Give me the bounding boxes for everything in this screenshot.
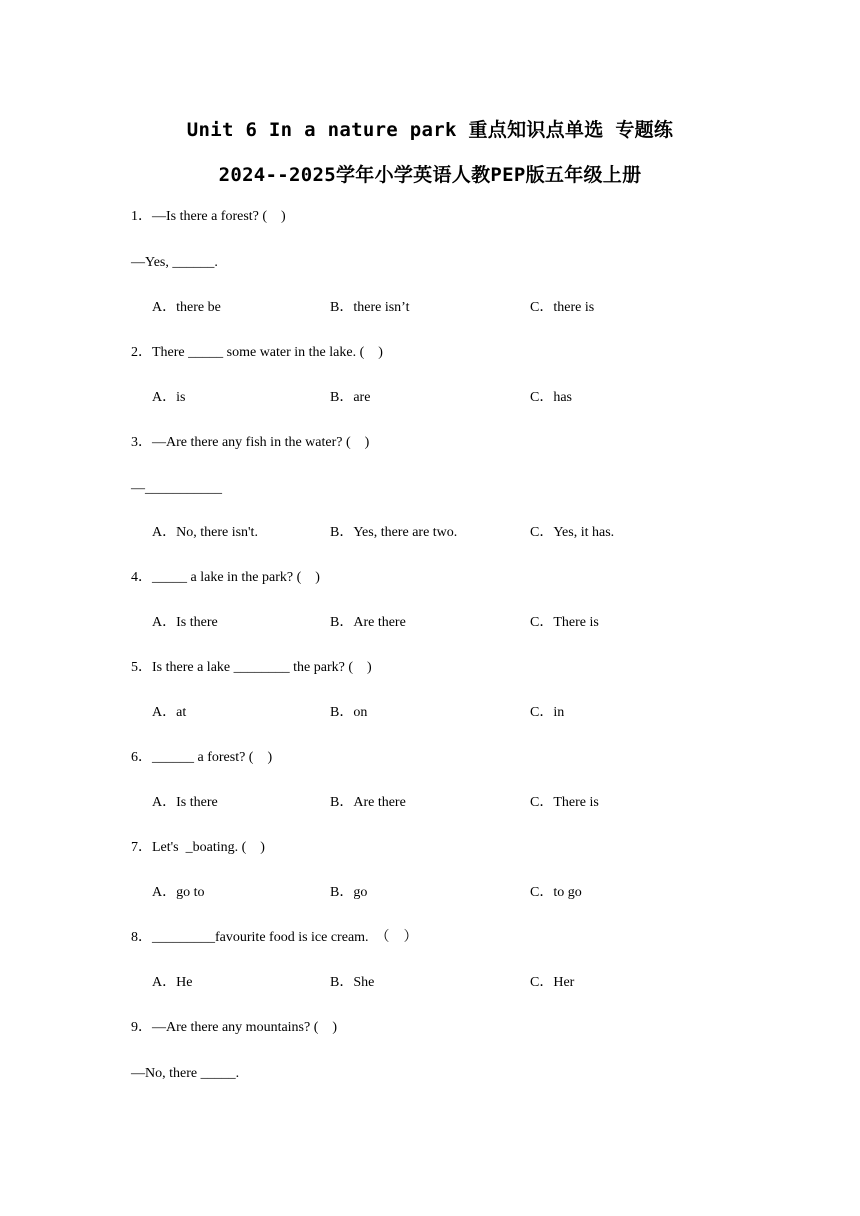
question-3-stem: 3．—Are there any fish in the water? ( ) — [131, 435, 370, 450]
question-7-option-c: C．to go — [530, 885, 582, 900]
question-5-options — [152, 704, 752, 722]
worksheet-subtitle: 2024--2025学年小学英语人教PEP版五年级上册 — [218, 164, 642, 186]
question-2-option-b: B．are — [330, 390, 371, 405]
question-6-option-a: A．Is there — [152, 795, 218, 810]
question-8-option-a: A．He — [152, 975, 193, 990]
question-6-option-b: B．Are there — [330, 795, 406, 810]
question-8-option-c: C．Her — [530, 975, 575, 990]
question-3-option-c: C．Yes, it has. — [530, 525, 615, 540]
question-3-options — [152, 524, 752, 542]
question-7-option-b: B．go — [330, 885, 368, 900]
question-6-stem: 6．______ a forest? ( ) — [131, 750, 273, 765]
question-9-stem: 9．—Are there any mountains? ( ) — [131, 1020, 338, 1035]
question-1-answer-line: —Yes, ______. — [131, 255, 218, 270]
question-3-option-a: A．No, there isn't. — [152, 525, 258, 540]
question-7-options — [152, 884, 752, 902]
question-5-option-b: B．on — [330, 705, 368, 720]
question-3-answer-line: —___________ — [131, 481, 222, 496]
question-8-option-b: B．She — [330, 975, 375, 990]
question-4-stem: 4．_____ a lake in the park? ( ) — [131, 570, 320, 585]
question-2-options — [152, 389, 752, 407]
question-1-option-a: A．there be — [152, 300, 221, 315]
question-4-option-b: B．Are there — [330, 615, 406, 630]
question-5-option-a: A．at — [152, 705, 187, 720]
question-1-stem: 1．—Is there a forest? ( ) — [131, 209, 286, 224]
question-7-stem: 7．Let's _boating. ( ) — [131, 840, 265, 855]
question-3-option-b: B．Yes, there are two. — [330, 525, 458, 540]
question-9-answer-line: —No, there _____. — [131, 1066, 240, 1081]
question-6-option-c: C．There is — [530, 795, 599, 810]
worksheet-title: Unit 6 In a nature park 重点知识点单选 专题练 — [186, 119, 674, 141]
question-6-options — [152, 794, 752, 812]
question-4-option-a: A．Is there — [152, 615, 218, 630]
question-2-stem: 2．There _____ some water in the lake. ( ) — [131, 345, 383, 360]
question-8-stem: 8．_________favourite food is ice cream. （ ） — [131, 930, 418, 945]
question-2-option-a: A．is — [152, 390, 186, 405]
question-4-options — [152, 614, 752, 632]
question-7-option-a: A．go to — [152, 885, 205, 900]
question-5-option-c: C．in — [530, 705, 565, 720]
question-1-option-c: C．there is — [530, 300, 595, 315]
question-2-option-c: C．has — [530, 390, 572, 405]
question-8-options — [152, 974, 752, 992]
question-4-option-c: C．There is — [530, 615, 599, 630]
question-5-stem: 5．Is there a lake ________ the park? ( ) — [131, 660, 372, 675]
question-1-option-b: B．there isn’t — [330, 300, 410, 315]
question-1-options — [152, 299, 752, 317]
